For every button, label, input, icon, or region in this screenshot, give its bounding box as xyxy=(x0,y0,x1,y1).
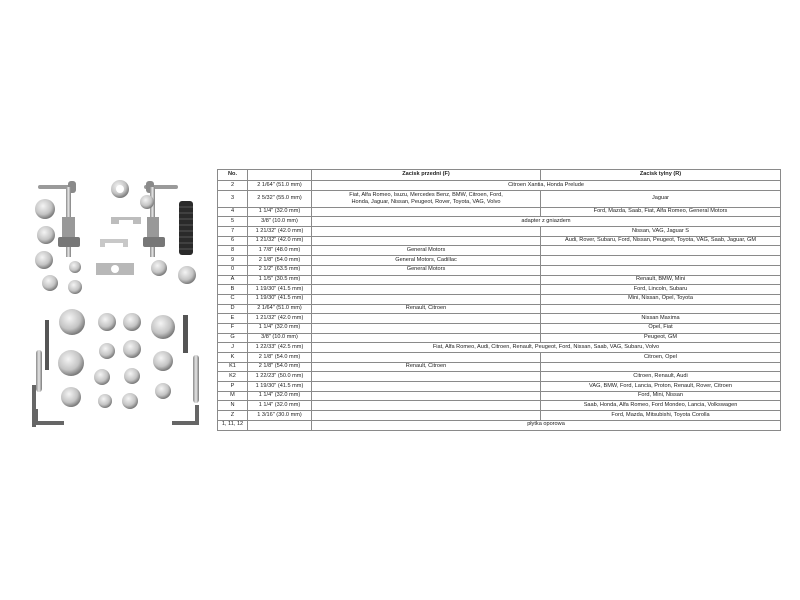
table-row xyxy=(218,323,781,333)
cell-front: General Motors xyxy=(312,246,541,256)
spindle-tool-right xyxy=(143,181,178,257)
table-row xyxy=(218,391,781,401)
table-row xyxy=(218,420,781,430)
cell-no: 4 xyxy=(218,207,248,217)
cell-size xyxy=(248,420,312,430)
cell-size: 2 1/8" (54.0 mm) xyxy=(248,256,312,266)
table-row xyxy=(218,227,781,237)
header-rear-caliper: Zacisk tylny (R) xyxy=(541,170,781,181)
table-row xyxy=(218,314,781,324)
cell-size: 1 21/32" (42.0 mm) xyxy=(248,236,312,246)
cell-size: 3/8" (10.0 mm) xyxy=(248,217,312,227)
table-row xyxy=(218,401,781,411)
table-row xyxy=(218,275,781,285)
cell-no: 1, 11, 12 xyxy=(218,420,248,430)
cell-size: 2 1/8" (54.0 mm) xyxy=(248,353,312,363)
cell-front xyxy=(312,372,541,382)
cell-rear: VAG, BMW, Ford, Lancia, Proton, Renault, Rover, Citroen xyxy=(541,382,781,392)
table-row xyxy=(218,333,781,343)
cell-front: General Motors, Cadillac xyxy=(312,256,541,266)
cell-front: Renault, Citroen xyxy=(312,304,541,314)
cell-size: 1 1/5" (30.5 mm) xyxy=(248,275,312,285)
cell-no: 2 xyxy=(218,181,248,191)
cell-size: 1 22/23" (50.0 mm) xyxy=(248,372,312,382)
cell-rear xyxy=(541,362,781,372)
table-row xyxy=(218,190,781,207)
cell-size: 1 19/30" (41.5 mm) xyxy=(248,294,312,304)
cell-rear: Nissan Maxima xyxy=(541,314,781,324)
table-row xyxy=(218,353,781,363)
cell-no: K2 xyxy=(218,372,248,382)
table-row xyxy=(218,265,781,275)
cell-no: 9 xyxy=(218,256,248,266)
cell-no: M xyxy=(218,391,248,401)
cell-size: 2 1/64" (51.0 mm) xyxy=(248,304,312,314)
cell-size: 1 19/30" (41.5 mm) xyxy=(248,285,312,295)
table-row xyxy=(218,256,781,266)
cell-rear: Citroen, Renault, Audi xyxy=(541,372,781,382)
cell-size: 1 1/4" (32.0 mm) xyxy=(248,207,312,217)
cell-no: B xyxy=(218,285,248,295)
cell-rear: Ford, Mazda, Mitsubishi, Toyota Corolla xyxy=(541,411,781,421)
cell-size: 1 7/8" (48.0 mm) xyxy=(248,246,312,256)
cell-no: A xyxy=(218,275,248,285)
cell-rear xyxy=(541,265,781,275)
cell-size: 1 1/4" (32.0 mm) xyxy=(248,323,312,333)
cell-front xyxy=(312,353,541,363)
cell-front xyxy=(312,275,541,285)
header-front-caliper: Zacisk przedni (F) xyxy=(312,170,541,181)
cell-front xyxy=(312,401,541,411)
cell-rear: Nissan, VAG, Jaguar S xyxy=(541,227,781,237)
cell-front: Fiat, Alfa Romeo, Isuzu, Mercedes Benz, BMW, Citroen, Ford, Honda, Jaguar, Nissan, Peugeot, Rover, Toyota, VAG, Volvo xyxy=(312,190,541,207)
cell-rear: Audi, Rover, Subaru, Ford, Nissan, Peugeot, Toyota, VAG, Saab, Jaguar, GM xyxy=(541,236,781,246)
cell-front xyxy=(312,285,541,295)
cell-front xyxy=(312,411,541,421)
cell-front xyxy=(312,314,541,324)
cell-no: P xyxy=(218,382,248,392)
rubber-boot xyxy=(179,201,193,255)
table-row xyxy=(218,411,781,421)
cell-rear: Saab, Honda, Alfa Romeo, Ford Mondeo, Lancia, Volkswagen xyxy=(541,401,781,411)
cell-no: F xyxy=(218,323,248,333)
table-header-row xyxy=(218,170,781,181)
cell-span: Fiat, Alfa Romeo, Audi, Citroen, Renault, Peugeot, Ford, Nissan, Saab, VAG, Subaru, Volvo xyxy=(312,343,781,353)
cell-size: 2 1/8" (54.0 mm) xyxy=(248,362,312,372)
cell-rear: Peugeot, GM xyxy=(541,333,781,343)
cell-rear: Opel, Fiat xyxy=(541,323,781,333)
tool-kit-image xyxy=(22,165,212,427)
cell-rear xyxy=(541,256,781,266)
header-no: No. xyxy=(218,170,248,181)
cell-no: Z xyxy=(218,411,248,421)
cell-front: Renault, Citroen xyxy=(312,362,541,372)
cell-no: K1 xyxy=(218,362,248,372)
cell-no: C xyxy=(218,294,248,304)
table-row xyxy=(218,285,781,295)
cell-front xyxy=(312,294,541,304)
cell-front xyxy=(312,207,541,217)
table-row xyxy=(218,294,781,304)
cell-rear: Mini, Nissan, Opel, Toyota xyxy=(541,294,781,304)
cell-rear: Citroen, Opel xyxy=(541,353,781,363)
cell-size: 1 1/4" (32.0 mm) xyxy=(248,391,312,401)
cell-front xyxy=(312,391,541,401)
cell-no: 6 xyxy=(218,236,248,246)
cell-size: 1 3/16" (30.0 mm) xyxy=(248,411,312,421)
cell-rear: Ford, Mazda, Saab, Fiat, Alfa Romeo, General Motors xyxy=(541,207,781,217)
cell-span: Citroen Xantia, Honda Prelude xyxy=(312,181,781,191)
adapter-plates xyxy=(96,180,141,275)
table-row xyxy=(218,181,781,191)
table-row xyxy=(218,382,781,392)
cell-no: E xyxy=(218,314,248,324)
table-row xyxy=(218,207,781,217)
cell-size: 3/8" (10.0 mm) xyxy=(248,333,312,343)
table-row xyxy=(218,362,781,372)
table-row xyxy=(218,304,781,314)
cell-no: 7 xyxy=(218,227,248,237)
cell-no: 5 xyxy=(218,217,248,227)
cell-span: płytka oporowa xyxy=(312,420,781,430)
piston-adapters-middle xyxy=(58,309,175,409)
cell-front xyxy=(312,333,541,343)
cell-rear: Ford, Lincoln, Subaru xyxy=(541,285,781,295)
cell-size: 1 22/33" (42.5 mm) xyxy=(248,343,312,353)
spindle-tool-left xyxy=(38,181,80,257)
cell-front xyxy=(312,382,541,392)
cell-size: 1 1/4" (32.0 mm) xyxy=(248,401,312,411)
cell-no: K xyxy=(218,353,248,363)
compatibility-table xyxy=(217,169,781,431)
cell-rear: Renault, BMW, Mini xyxy=(541,275,781,285)
cell-size: 2 1/2" (63.5 mm) xyxy=(248,265,312,275)
cell-no: J xyxy=(218,343,248,353)
cell-front: General Motors xyxy=(312,265,541,275)
cell-size: 2 1/64" (51.0 mm) xyxy=(248,181,312,191)
table-row xyxy=(218,343,781,353)
cell-no: N xyxy=(218,401,248,411)
cell-front xyxy=(312,236,541,246)
header-size xyxy=(248,170,312,181)
cell-no: 3 xyxy=(218,190,248,207)
cell-no: G xyxy=(218,333,248,343)
cell-front xyxy=(312,227,541,237)
cell-rear xyxy=(541,304,781,314)
cell-size: 1 21/32" (42.0 mm) xyxy=(248,314,312,324)
cell-no: 8 xyxy=(218,246,248,256)
cell-front xyxy=(312,323,541,333)
cell-rear xyxy=(541,246,781,256)
cell-size: 1 21/32" (42.0 mm) xyxy=(248,227,312,237)
cell-span: adapter z gniazdem xyxy=(312,217,781,227)
cell-size: 1 19/30" (41.5 mm) xyxy=(248,382,312,392)
table-row xyxy=(218,246,781,256)
cell-no: D xyxy=(218,304,248,314)
table-row xyxy=(218,372,781,382)
cell-no: 0 xyxy=(218,265,248,275)
cell-rear: Jaguar xyxy=(541,190,781,207)
cell-size: 2 5/32" (55.0 mm) xyxy=(248,190,312,207)
table-row xyxy=(218,236,781,246)
table-row xyxy=(218,217,781,227)
cell-rear: Ford, Mini, Nissan xyxy=(541,391,781,401)
